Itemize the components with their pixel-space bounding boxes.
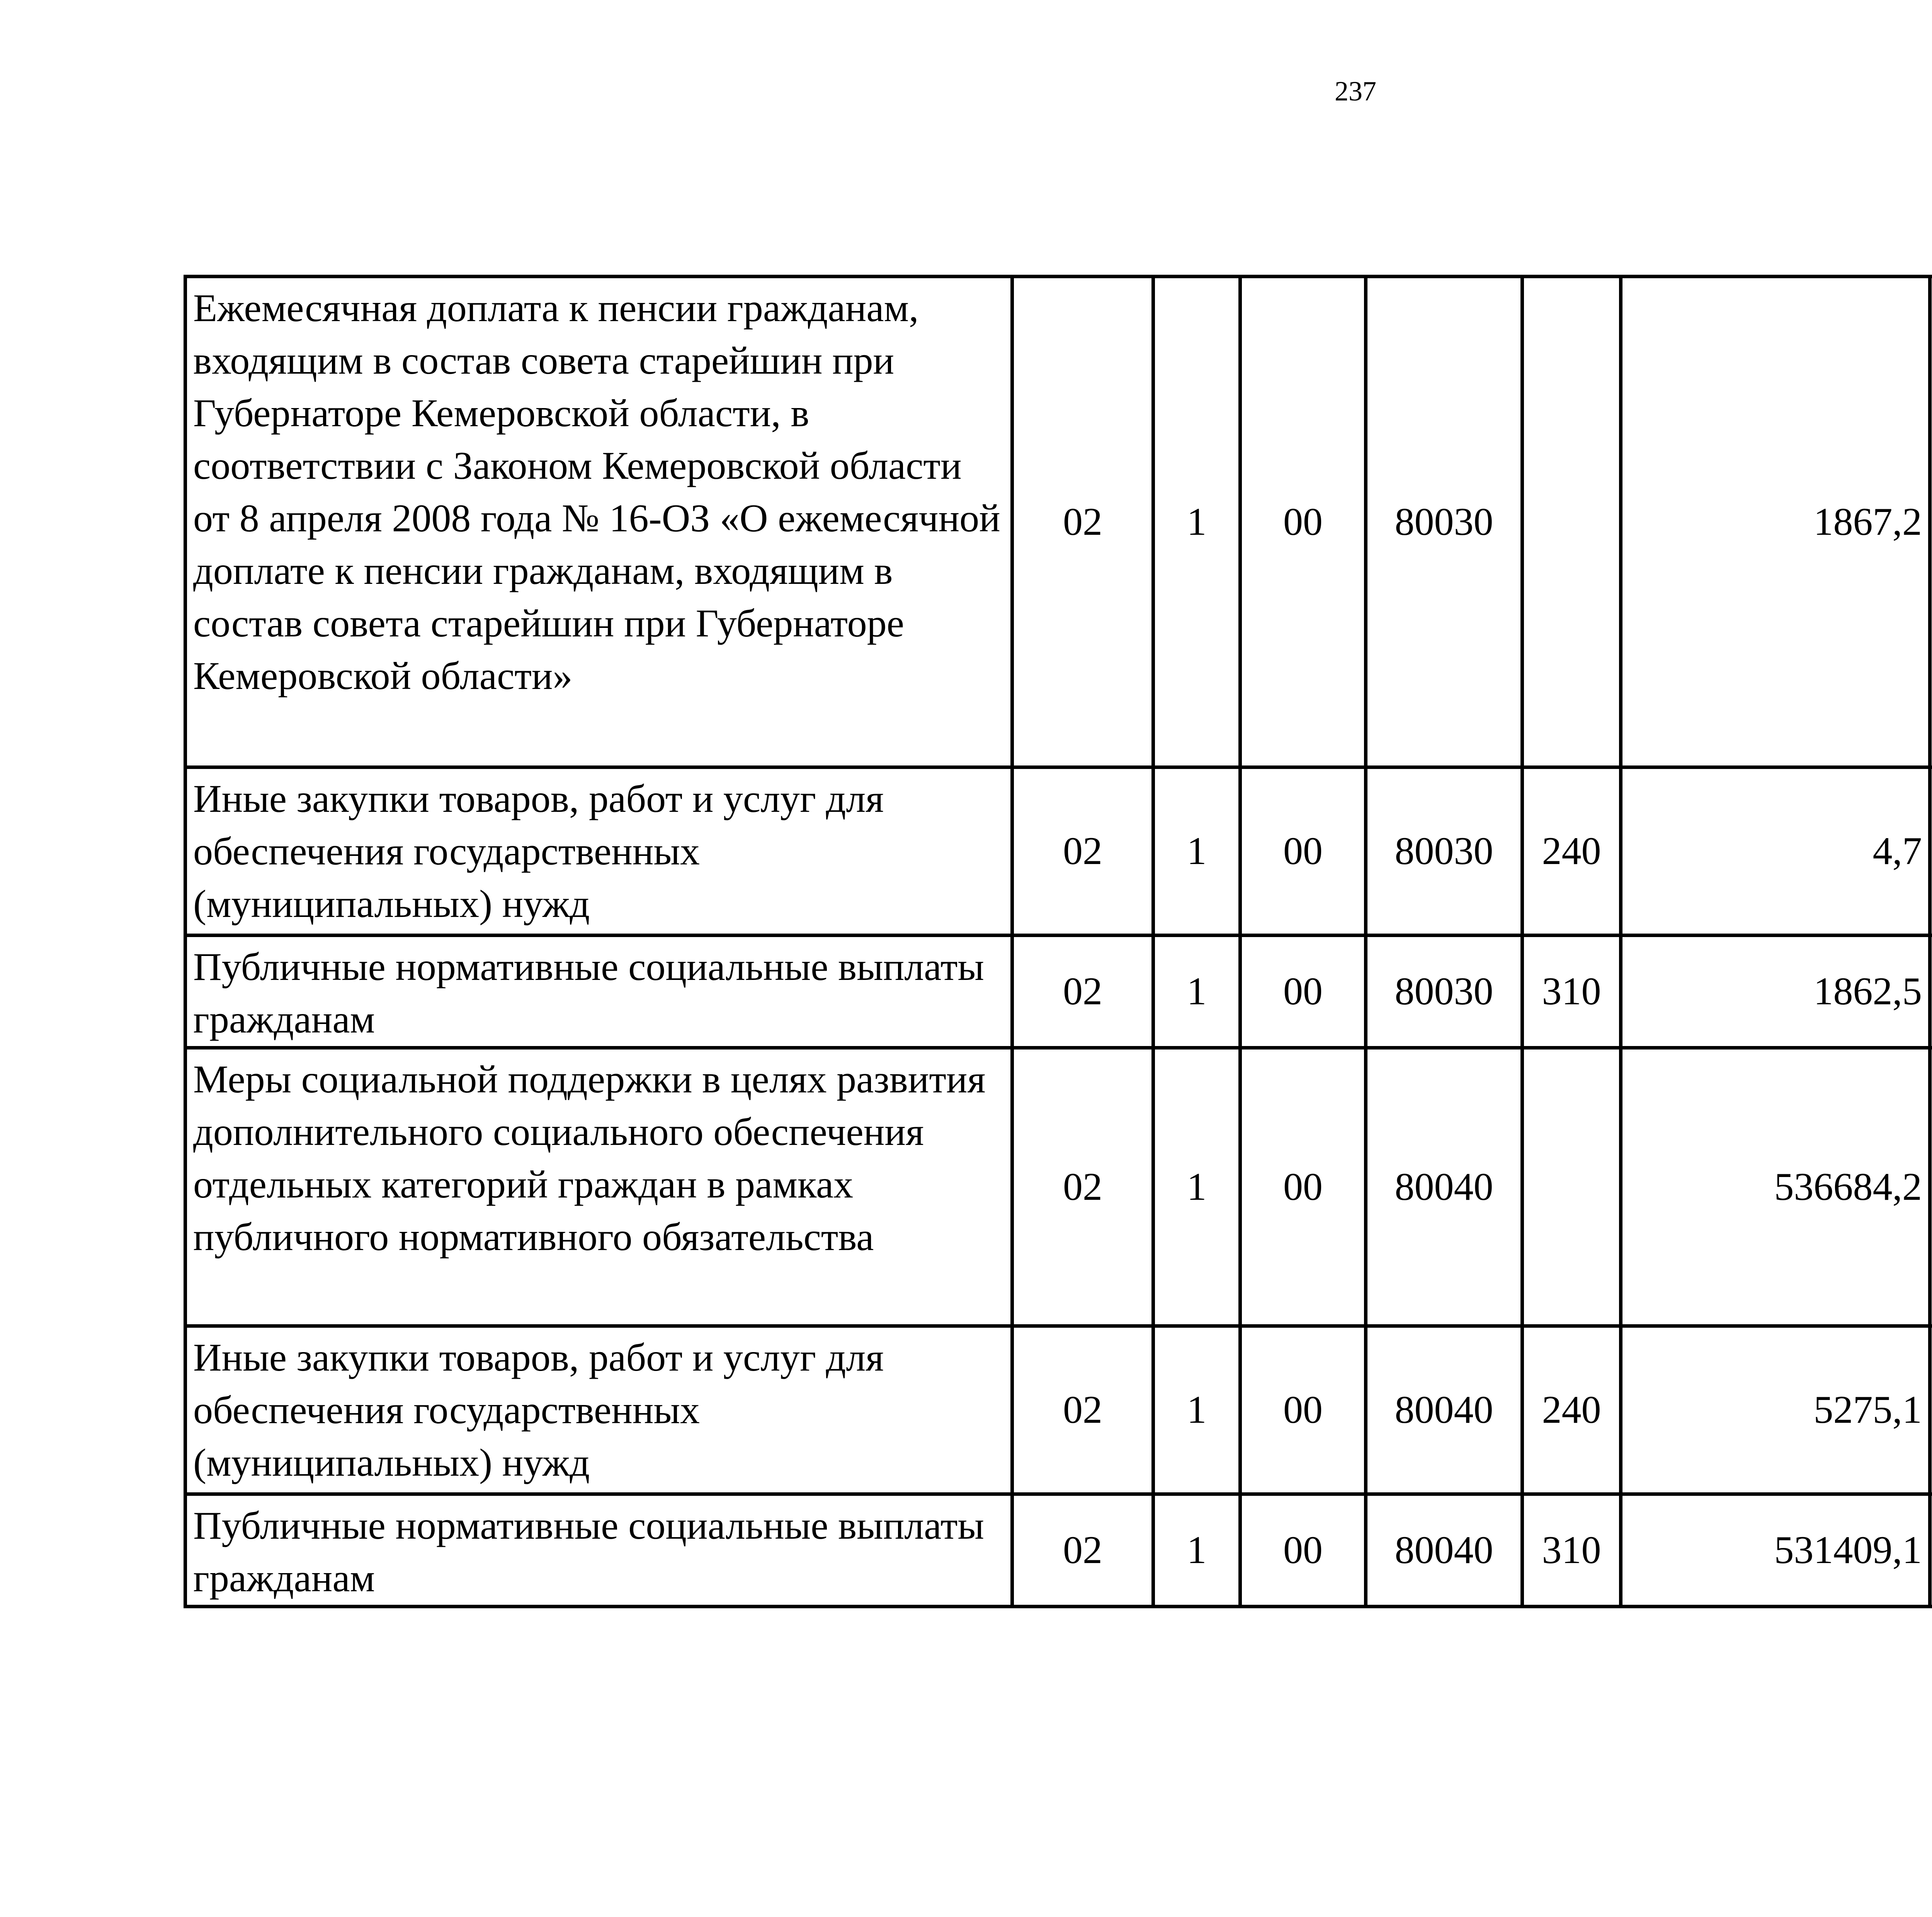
subprogram-code-cell: 00	[1240, 277, 1366, 767]
table-body	[185, 277, 1932, 1607]
table-row	[185, 277, 1932, 767]
table-row	[185, 1494, 1932, 1607]
amount-year1-cell: 4,7	[1621, 767, 1930, 936]
amount-year1-cell: 536684,2	[1621, 1048, 1930, 1326]
budget-table	[184, 275, 1932, 1608]
expense-type-cell: 240	[1522, 767, 1621, 936]
direction-code-cell: 80030	[1366, 936, 1522, 1048]
direction-code-cell: 80040	[1366, 1326, 1522, 1494]
amount-year2-cell	[1930, 1326, 1932, 1494]
direction-code-cell: 80030	[1366, 277, 1522, 767]
table-row	[185, 1048, 1932, 1326]
table-row	[185, 767, 1932, 936]
subprogram-code-cell: 00	[1240, 936, 1366, 1048]
direction-code-cell: 80030	[1366, 767, 1522, 936]
expense-type-cell: 240	[1522, 1326, 1621, 1494]
expense-type-cell: 310	[1522, 1494, 1621, 1607]
section-code-cell: 02	[1012, 1494, 1153, 1607]
program-code-cell: 1	[1153, 936, 1240, 1048]
table-row	[185, 936, 1932, 1048]
expense-type-cell	[1522, 277, 1621, 767]
table-row	[185, 1326, 1932, 1494]
program-code-cell: 1	[1153, 1048, 1240, 1326]
program-code-cell: 1	[1153, 277, 1240, 767]
amount-year2-cell	[1930, 936, 1932, 1048]
program-code-cell: 1	[1153, 1326, 1240, 1494]
subprogram-code-cell: 00	[1240, 767, 1366, 936]
expense-name-cell: Ежемесячная доплата к пенсии гражданам, входящим в состав совета старейшин при Губернаторе Кемеровской области, в соответствии с Законом Кемеровской области от 8 апреля 2008 года № 16-ОЗ «О ежемесячной доплате к пенсии гражданам, входящим в состав совета старейшин при Губернаторе Кемеровской области»	[185, 277, 1012, 767]
amount-year2-cell	[1930, 767, 1932, 936]
section-code-cell: 02	[1012, 1326, 1153, 1494]
direction-code-cell: 80040	[1366, 1048, 1522, 1326]
amount-year1-cell: 1862,5	[1621, 936, 1930, 1048]
expense-name-cell: Иные закупки товаров, работ и услуг для обеспечения государственных (муниципальных) нужд	[185, 767, 1012, 936]
amount-year2-cell	[1930, 1494, 1932, 1607]
section-code-cell: 02	[1012, 277, 1153, 767]
expense-name-cell: Иные закупки товаров, работ и услуг для обеспечения государственных (муниципальных) нужд	[185, 1326, 1012, 1494]
expense-type-cell	[1522, 1048, 1621, 1326]
expense-name-cell: Меры социальной поддержки в целях развития дополнительного социального обеспечения отдельных категорий граждан в рамках публичного нормативного обязательства	[185, 1048, 1012, 1326]
amount-year2-cell	[1930, 277, 1932, 767]
expense-type-cell: 310	[1522, 936, 1621, 1048]
amount-year1-cell: 5275,1	[1621, 1326, 1930, 1494]
subprogram-code-cell: 00	[1240, 1494, 1366, 1607]
section-code-cell: 02	[1012, 767, 1153, 936]
program-code-cell: 1	[1153, 1494, 1240, 1607]
section-code-cell: 02	[1012, 1048, 1153, 1326]
expense-name-cell: Публичные нормативные социальные выплаты гражданам	[185, 1494, 1012, 1607]
page-number: 237	[1335, 76, 1376, 107]
amount-year2-cell	[1930, 1048, 1932, 1326]
subprogram-code-cell: 00	[1240, 1326, 1366, 1494]
expense-name-cell: Публичные нормативные социальные выплаты гражданам	[185, 936, 1012, 1048]
program-code-cell: 1	[1153, 767, 1240, 936]
subprogram-code-cell: 00	[1240, 1048, 1366, 1326]
amount-year1-cell: 1867,2	[1621, 277, 1930, 767]
section-code-cell: 02	[1012, 936, 1153, 1048]
direction-code-cell: 80040	[1366, 1494, 1522, 1607]
amount-year1-cell: 531409,1	[1621, 1494, 1930, 1607]
